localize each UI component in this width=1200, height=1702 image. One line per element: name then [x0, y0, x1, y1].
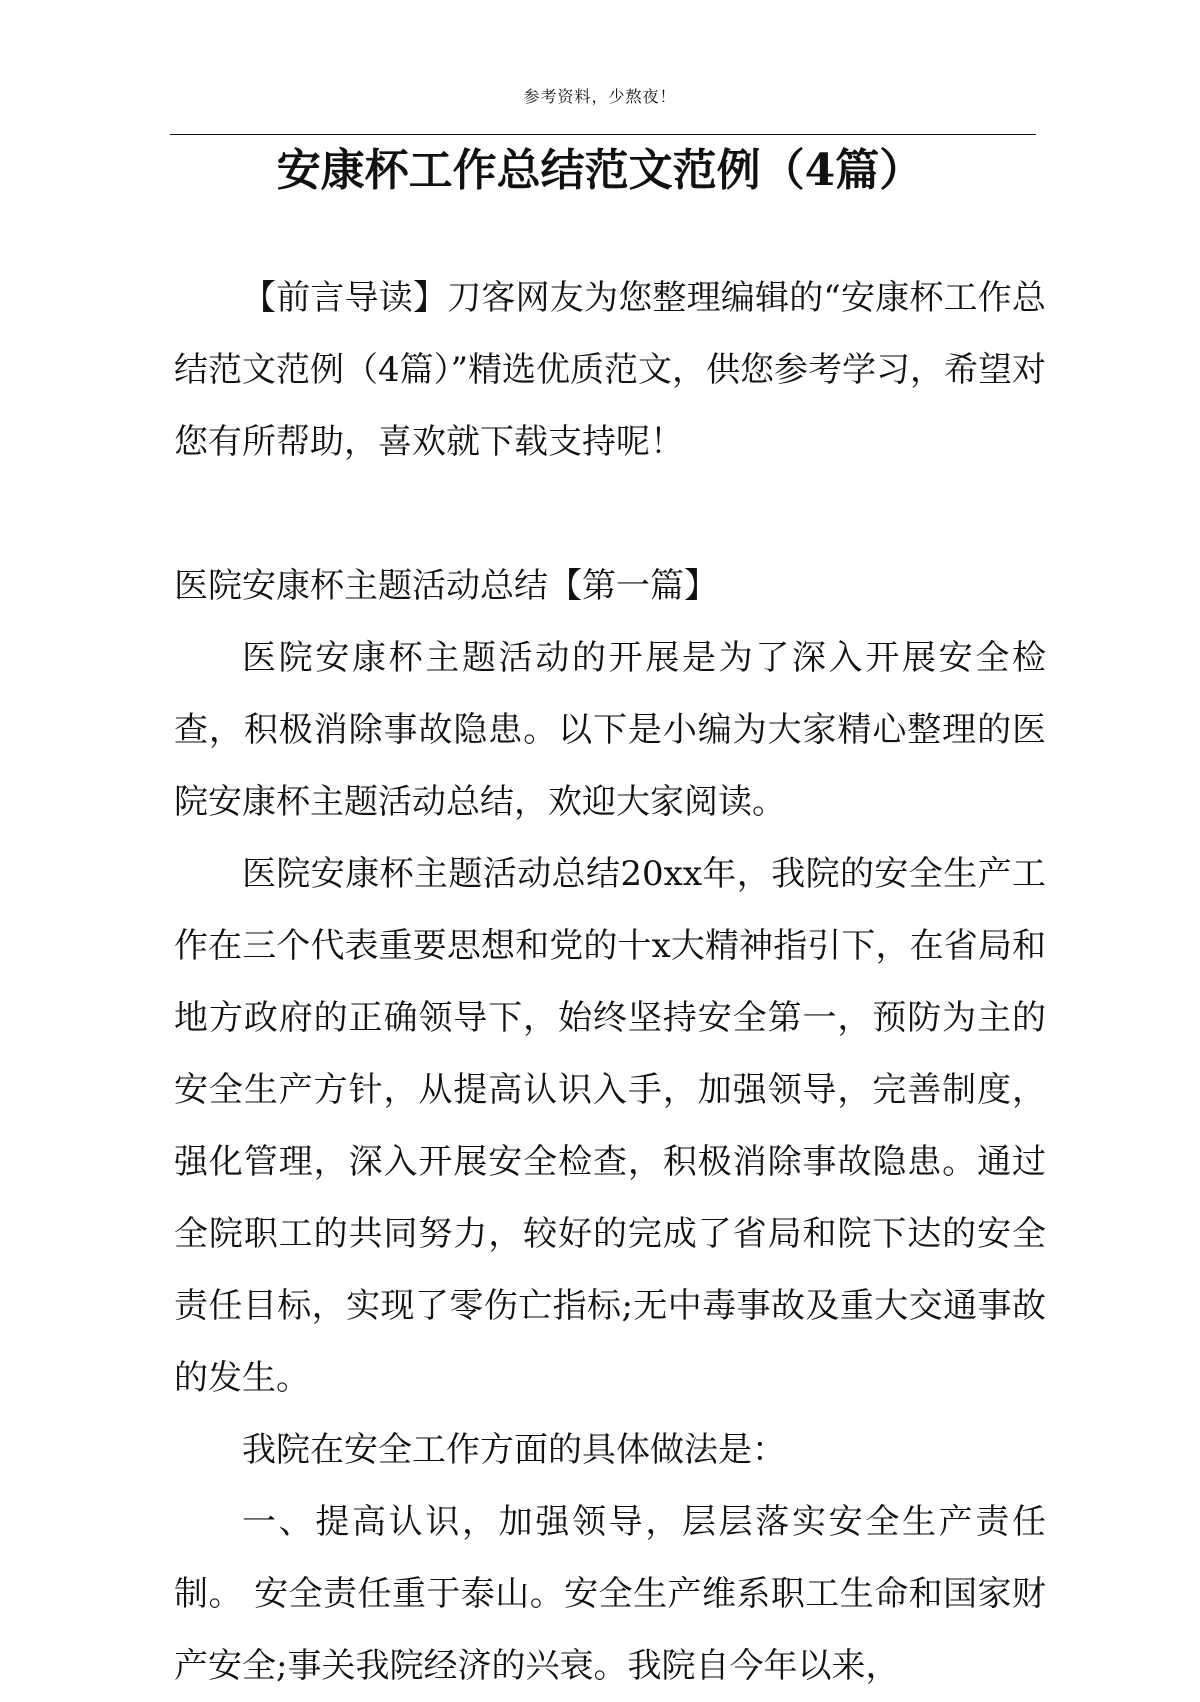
body-paragraph: 医院安康杯主题活动的开展是为了深入开展安全检查，积极消除事故隐患。以下是小编为大家精心整理的医院安康杯主题活动总结，欢迎大家阅读。	[174, 638, 1046, 822]
body-paragraph: 一、提高认识，加强领导，层层落实安全生产责任制。 安全责任重于泰山。安全生产维系职工生命和国家财产安全;事关我院经济的兴衰。我院自今年以来，	[174, 1502, 1046, 1686]
section-heading: 医院安康杯主题活动总结【第一篇】	[174, 566, 718, 606]
page-header-caption: 参考资料，少熬夜！	[523, 87, 677, 106]
body-paragraph: 我院在安全工作方面的具体做法是：	[242, 1430, 786, 1470]
header-divider	[170, 134, 1036, 135]
body-paragraph: 医院安康杯主题活动总结20xx年，我院的安全生产工作在三个代表重要思想和党的十x大精神指引下，在省局和地方政府的正确领导下，始终坚持安全第一，预防为主的安全生产方针，从提高认识入手，加强领导，完善制度，强化管理，深入开展安全检查，积极消除事故隐患。通过全院职工的共同努力，较好的完成了省局和院下达的安全责任目标，实现了零伤亡指标;无中毒事故及重大交通事故的发生。	[174, 854, 1046, 1398]
document-body	[174, 262, 1046, 1702]
document-title: 安康杯工作总结范文范例（4篇）	[276, 145, 924, 196]
intro-paragraph: 【前言导读】刀客网友为您整理编辑的“安康杯工作总结范文范例（4篇）”精选优质范文，供您参考学习，希望对您有所帮助，喜欢就下载支持呢！	[174, 278, 1047, 462]
